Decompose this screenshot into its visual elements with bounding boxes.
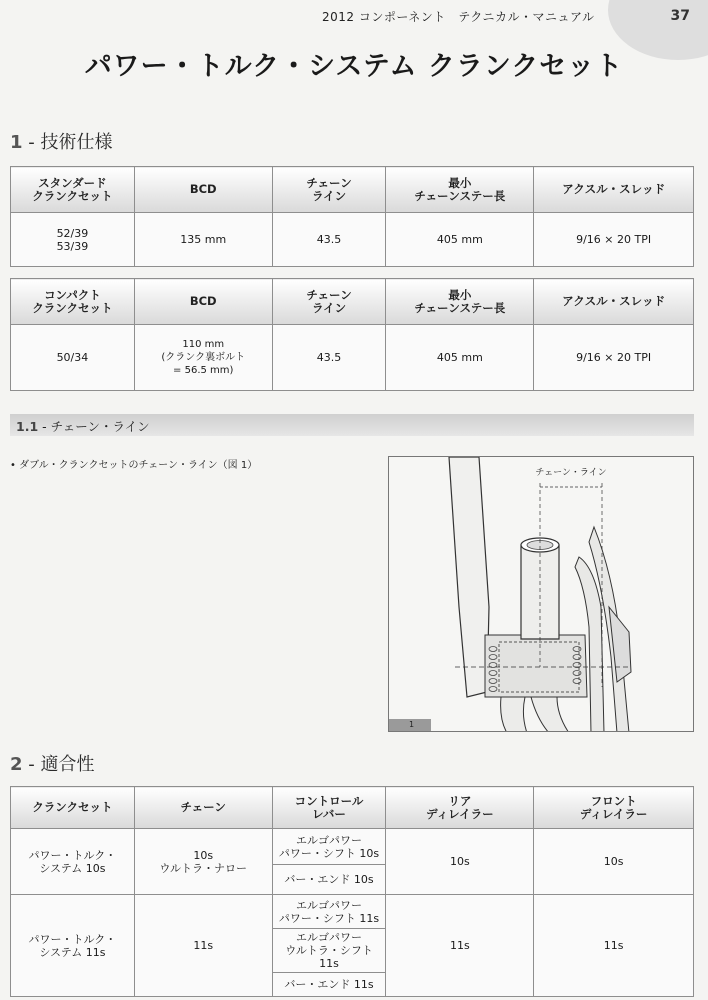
table-cell: 10s <box>534 829 694 895</box>
header-cell: アクスル・スレッド <box>534 279 694 325</box>
table-cell: 43.5 <box>272 213 386 267</box>
table-cell: 10s <box>386 829 534 895</box>
bullet-text: • ダブル・クランクセットのチェーン・ライン（図 1） <box>10 460 258 471</box>
table-cell: 9/16 × 20 TPI <box>534 213 694 267</box>
header-cell: コントロール レバー <box>272 787 386 829</box>
table-cell: 11s <box>386 895 534 997</box>
chain-line-label: チェーン・ライン <box>535 468 607 478</box>
table-cell: 135 mm <box>134 213 272 267</box>
table-row <box>11 895 694 929</box>
table-cell: 43.5 <box>272 325 386 391</box>
compatibility-table <box>10 786 694 997</box>
header-cell: 最小 チェーンステー長 <box>386 167 534 213</box>
subsection-number: 1.1 <box>16 419 39 434</box>
subsection-title: - チェーン・ライン <box>38 419 150 434</box>
table-cell: 405 mm <box>386 325 534 391</box>
header-cell: リア ディレイラー <box>386 787 534 829</box>
table-cell: 50/34 <box>11 325 135 391</box>
compact-crankset-table <box>10 278 694 391</box>
table-cell: エルゴパワー パワー・シフト 10s <box>272 829 386 865</box>
table-cell: 11s <box>134 895 272 997</box>
section-title: - 技術仕様 <box>22 132 113 153</box>
table-cell: 9/16 × 20 TPI <box>534 325 694 391</box>
page-number: 37 <box>670 8 690 24</box>
table-cell: バー・エンド 11s <box>272 973 386 997</box>
table-cell: 11s <box>534 895 694 997</box>
section-title: - 適合性 <box>22 754 95 775</box>
table-cell: パワー・トルク・ システム 10s <box>11 829 135 895</box>
table-row <box>11 213 694 267</box>
crankset-diagram <box>389 457 694 732</box>
header-cell: クランクセット <box>11 787 135 829</box>
section-heading-specs <box>10 128 112 154</box>
subsection-bar <box>10 414 694 436</box>
header-cell: チェーン ライン <box>272 167 386 213</box>
header-cell: BCD <box>134 167 272 213</box>
table-row <box>11 325 694 391</box>
table-cell: 405 mm <box>386 213 534 267</box>
table-cell: バー・エンド 10s <box>272 865 386 895</box>
page-title: パワー・トルク・システム クランクセット <box>84 51 624 82</box>
table-cell: パワー・トルク・ システム 11s <box>11 895 135 997</box>
table-cell: 52/39 53/39 <box>11 213 135 267</box>
section-number: 1 <box>10 132 23 153</box>
table-cell: エルゴパワー ウルトラ・シフト 11s <box>272 929 386 973</box>
header-cell: BCD <box>134 279 272 325</box>
manual-title: 2012 コンポーネント テクニカル・マニュアル <box>322 10 595 24</box>
section-heading-compatibility <box>10 750 94 776</box>
chain-line-figure <box>388 456 694 732</box>
table-cell: エルゴパワー パワー・シフト 11s <box>272 895 386 929</box>
table-cell: 110 mm (クランク裏ボルト = 56.5 mm) <box>134 325 272 391</box>
header-cell: スタンダード クランクセット <box>11 167 135 213</box>
table-row <box>11 829 694 865</box>
header-cell: コンパクト クランクセット <box>11 279 135 325</box>
table-cell: 10s ウルトラ・ナロー <box>134 829 272 895</box>
section-number: 2 <box>10 754 23 775</box>
header-cell: チェーン ライン <box>272 279 386 325</box>
header-cell: アクスル・スレッド <box>534 167 694 213</box>
standard-crankset-table <box>10 166 694 267</box>
header-cell: フロント ディレイラー <box>534 787 694 829</box>
header-cell: チェーン <box>134 787 272 829</box>
header-cell: 最小 チェーンステー長 <box>386 279 534 325</box>
figure-number: 1 <box>389 719 431 731</box>
